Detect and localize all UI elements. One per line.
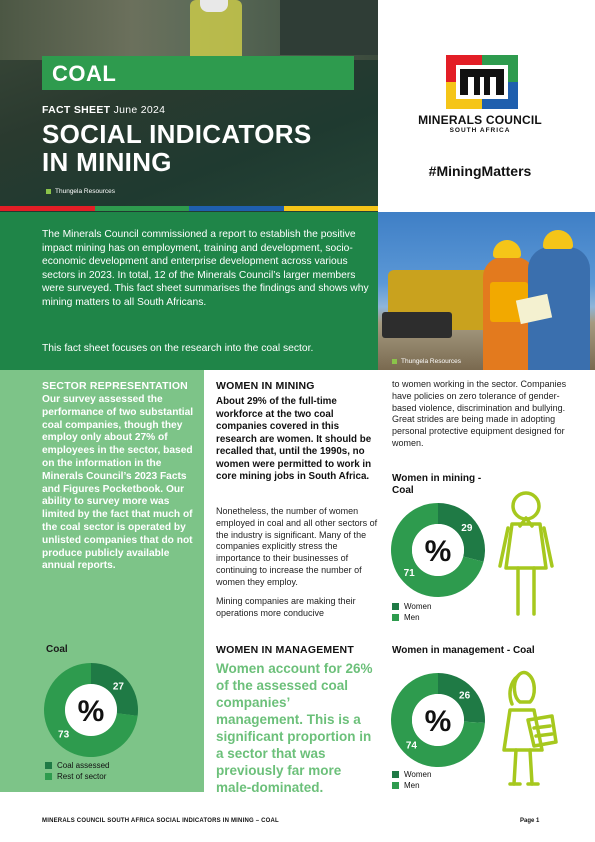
brand-subtitle: SOUTH AFRICA	[449, 127, 511, 134]
legend-label: Rest of sector	[57, 772, 107, 781]
photo-bulldozer-track	[382, 312, 452, 338]
legend-item	[392, 780, 431, 791]
hero-photo-credit-text: Thungela Resources	[55, 188, 115, 195]
women-in-management-donut-chart	[390, 672, 486, 768]
legend-swatch	[392, 782, 399, 789]
legend-item	[392, 612, 431, 623]
legend-label: Coal assessed	[57, 761, 110, 770]
coal-chart-legend	[45, 760, 109, 782]
minerals-council-logo-icon	[446, 55, 518, 109]
legend-swatch	[45, 773, 52, 780]
stripe-yellow	[284, 206, 379, 211]
credit-square-icon	[392, 359, 397, 364]
sector-badge	[42, 56, 354, 90]
donut-center-label: %	[424, 535, 452, 568]
women-in-management-quote: Women account for 26% of the assessed coal companies’ management. This is a significant proportion in a sector that was previously far more male-dominated.	[216, 661, 373, 795]
sector-representation-heading: SECTOR REPRESENTATION	[42, 380, 188, 392]
legend-swatch	[45, 762, 52, 769]
legend-item	[45, 760, 109, 771]
donut-center-label: %	[424, 705, 452, 738]
photo-hardhat-1	[493, 240, 521, 258]
donut-value-label: 71	[403, 567, 415, 579]
sector-badge-label: COAL	[52, 61, 117, 86]
legend-label: Women	[404, 602, 432, 611]
hero-photo-shadow	[280, 0, 378, 55]
women-in-management-legend	[392, 769, 431, 791]
legend-swatch	[392, 771, 399, 778]
legend-swatch	[392, 614, 399, 621]
women-in-mining-para-3: to women working in the sector. Companies have policies on zero tolerance of gender-based violence, discrimination and bullying. Great strides are being made in adopting personal protective equipment designed for women.	[392, 379, 567, 448]
legend-swatch	[392, 603, 399, 610]
women-in-management-heading: WOMEN IN MANAGEMENT	[216, 644, 354, 656]
women-in-mining-para-2: Mining companies are making their operations more conducive	[216, 596, 356, 618]
woman-figure-icon	[494, 488, 558, 620]
hero-photo-worker-helmet	[200, 0, 228, 12]
credit-square-icon	[46, 189, 51, 194]
intro-photo-credit-text: Thungela Resources	[401, 358, 461, 365]
hero-photo-credit	[46, 188, 115, 195]
legend-label: Men	[404, 613, 420, 622]
women-in-mining-heading: WOMEN IN MINING	[216, 380, 315, 392]
donut-value-label: 74	[405, 740, 417, 752]
women-in-mining-legend	[392, 601, 431, 623]
legend-item	[392, 769, 431, 780]
donut-value-label: 73	[58, 729, 70, 741]
intro-panel	[0, 212, 378, 370]
intro-photo-credit	[392, 358, 461, 365]
footer-page-number: Page 1	[520, 818, 540, 824]
stripe-green	[95, 206, 190, 211]
coal-chart-title: Coal	[46, 644, 68, 655]
hero-photo-panel	[0, 0, 378, 212]
women-in-mining-lead: About 29% of the full-time workforce at the two coal companies covered in this research are women. It should be recalled that, until the 1990s, no women were permitted to work in core mining jobs in South Africa.	[216, 396, 372, 482]
women-in-mining-chart-title: Women in mining - Coal	[392, 473, 482, 496]
footer-document-title: MINERALS COUNCIL SOUTH AFRICA SOCIAL INDICATORS IN MINING – COAL	[42, 818, 279, 824]
intro-paragraph-1: The Minerals Council commissioned a report to establish the positive impact mining has on employment, training and development, socio-economic development and enterprise development across various sectors in 2023. In total, 12 of the Minerals Council’s larger members were surveyed. This fact sheet summarises the findings and shows why mining matters to all South Africans.	[42, 229, 369, 308]
page-title-line1: SOCIAL INDICATORS	[42, 119, 312, 149]
fact-sheet-label: FACT SHEET	[42, 104, 111, 116]
legend-label: Women	[404, 770, 432, 779]
women-in-mining-para-1: Nonetheless, the number of women employed in coal and all other sectors of the industry is significant. Many of the companies explicitly stress the importance to their businesses of continuing to increase the number of women they employ.	[216, 506, 378, 587]
intro-photo	[378, 212, 595, 370]
legend-item	[45, 771, 109, 782]
brand-name: MINERALS COUNCIL	[418, 113, 542, 127]
legend-label: Men	[404, 781, 420, 790]
stripe-blue	[189, 206, 284, 211]
women-in-management-chart-title: Women in management - Coal	[392, 645, 535, 656]
page-title	[42, 120, 362, 176]
sector-representation-body: Our survey assessed the performance of two substantial coal companies, though they employ only about 27% of employees in the sector, based on the information in the Minerals Council’s 2023 Facts and Figures Pocketbook. Our ability to survey more was limited by the fact that much of the coal sector is operated by unlisted companies that do not produce publicly available annual reports.	[42, 394, 194, 572]
donut-value-label: 26	[459, 690, 471, 702]
brand-color-stripe	[0, 206, 378, 211]
intro-paragraph-2: This fact sheet focuses on the research into the coal sector.	[42, 343, 314, 354]
page-title-line2: IN MINING	[42, 147, 172, 177]
fact-sheet-date: June 2024	[113, 104, 166, 116]
donut-value-label: 29	[461, 523, 473, 535]
legend-item	[392, 601, 431, 612]
coal-share-donut-chart	[43, 662, 139, 758]
stripe-red	[0, 206, 95, 211]
photo-hardhat-2	[543, 230, 573, 249]
women-in-mining-donut-chart	[390, 502, 486, 598]
donut-value-label: 27	[112, 681, 124, 693]
hashtag: #MiningMatters	[428, 163, 532, 179]
woman-manager-icon	[494, 666, 564, 788]
fact-sheet-line	[42, 104, 165, 116]
donut-center-label: %	[77, 695, 105, 728]
